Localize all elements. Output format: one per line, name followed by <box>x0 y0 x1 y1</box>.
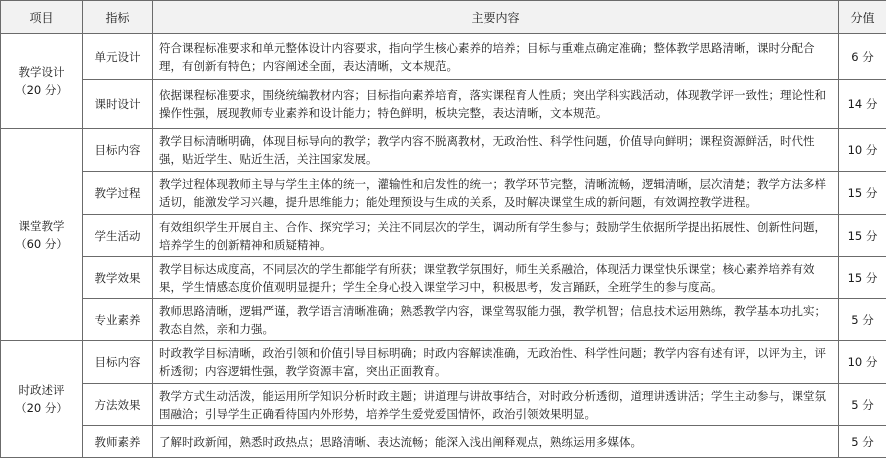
indicator-cell: 目标内容 <box>83 129 153 172</box>
header-row <box>1 1 886 34</box>
score-cell: 5 分 <box>839 299 886 341</box>
section-name: 时政述评 <box>18 383 65 397</box>
content-cell: 时政教学目标清晰，政治引领和价值引导目标明确；时政内容解读准确，无政治性、科学性问题；教学内容有述有评，以评为主，评析透彻；内容逻辑性强，教学资源丰富，突出正面教育。 <box>153 341 839 384</box>
indicator-cell: 单元设计 <box>83 34 153 80</box>
table-row <box>1 34 886 80</box>
section-points: （20 分） <box>15 83 68 97</box>
content-cell: 了解时政新闻，熟悉时政热点；思路清晰、表达流畅；能深入浅出阐释观点，熟练运用多媒体。 <box>153 426 839 458</box>
indicator-cell: 目标内容 <box>83 341 153 384</box>
table-row <box>1 341 886 384</box>
section-cell <box>1 341 83 458</box>
content-cell: 符合课程标准要求和单元整体设计内容要求，指向学生核心素养的培养；目标与重难点确定准确；整体教学思路清晰，课时分配合理，有创新有特色；内容阐述全面，表达清晰，文本规范。 <box>153 34 839 80</box>
indicator-cell: 教师素养 <box>83 426 153 458</box>
indicator-cell: 专业素养 <box>83 299 153 341</box>
indicator-cell: 学生活动 <box>83 215 153 257</box>
header-indicator: 指标 <box>83 1 153 34</box>
header-score: 分值 <box>839 1 886 34</box>
section-cell <box>1 34 83 129</box>
score-cell: 15 分 <box>839 172 886 215</box>
score-cell: 5 分 <box>839 384 886 426</box>
score-cell: 15 分 <box>839 257 886 299</box>
content-cell: 教学目标达成度高，不同层次的学生都能学有所获；课堂教学氛围好，师生关系融洽，体现活力课堂快乐课堂；核心素养培养有效果，学生情感态度价值观明显提升；学生全身心投入课堂学习中，积极思考，发言踊跃，全班学生的参与度高。 <box>153 257 839 299</box>
table-row <box>1 129 886 172</box>
table-row <box>1 215 886 257</box>
table-row <box>1 257 886 299</box>
header-project: 项目 <box>1 1 83 34</box>
content-cell: 教学方式生动活泼，能运用所学知识分析时政主题；讲道理与讲故事结合，对时政分析透彻，道理讲透讲活；学生主动参与，课堂氛围融洽；引导学生正确看待国内外形势，培养学生爱党爱国情怀，政治引领效果明显。 <box>153 384 839 426</box>
score-cell: 6 分 <box>839 34 886 80</box>
table-row <box>1 172 886 215</box>
table-header <box>1 1 886 34</box>
indicator-cell: 方法效果 <box>83 384 153 426</box>
content-cell: 有效组织学生开展自主、合作、探究学习；关注不同层次的学生，调动所有学生参与；鼓励学生依据所学提出拓展性、创新性问题，培养学生的创新精神和质疑精神。 <box>153 215 839 257</box>
table-row <box>1 426 886 458</box>
table-body <box>1 34 886 458</box>
section-points: （60 分） <box>15 236 68 251</box>
score-cell: 15 分 <box>839 215 886 257</box>
header-content: 主要内容 <box>153 1 839 34</box>
content-cell: 依据课程标准要求，围绕统编教材内容；目标指向素养培育，落实课程育人性质；突出学科实践活动，体现教学评一致性；理论性和操作性强，展现教师专业素养和设计能力；特色鲜明，板块完整，表达清晰，文本规范。 <box>153 80 839 129</box>
score-cell: 14 分 <box>839 80 886 129</box>
indicator-cell: 教学效果 <box>83 257 153 299</box>
table-row <box>1 384 886 426</box>
section-points: （20 分） <box>15 401 68 415</box>
score-cell: 10 分 <box>839 129 886 172</box>
indicator-cell: 课时设计 <box>83 80 153 129</box>
section-name: 课堂教学 <box>18 218 65 233</box>
section-name: 教学设计 <box>18 65 65 79</box>
content-cell: 教学目标清晰明确，体现目标导向的教学；教学内容不脱离教材，无政治性、科学性问题，价值导向鲜明；课程资源鲜活，时代性强，贴近学生、贴近生活，关注国家发展。 <box>153 129 839 172</box>
content-cell: 教师思路清晰，逻辑严谨，教学语言清晰准确；熟悉教学内容，课堂驾驭能力强，教学机智；信息技术运用熟练，教学基本功扎实；教态自然，亲和力强。 <box>153 299 839 341</box>
score-cell: 5 分 <box>839 426 886 458</box>
score-cell: 10 分 <box>839 341 886 384</box>
content-cell: 教学过程体现教师主导与学生主体的统一，灌输性和启发性的统一；教学环节完整，清晰流畅，逻辑清晰，层次清楚；教学方法多样适切，能激发学习兴趣，提升思维能力；能处理预设与生成的关系，及时解决课堂生成的新问题，有效调控教学进程。 <box>153 172 839 215</box>
section-cell <box>1 129 83 341</box>
table-row <box>1 80 886 129</box>
table-row <box>1 299 886 341</box>
indicator-cell: 教学过程 <box>83 172 153 215</box>
